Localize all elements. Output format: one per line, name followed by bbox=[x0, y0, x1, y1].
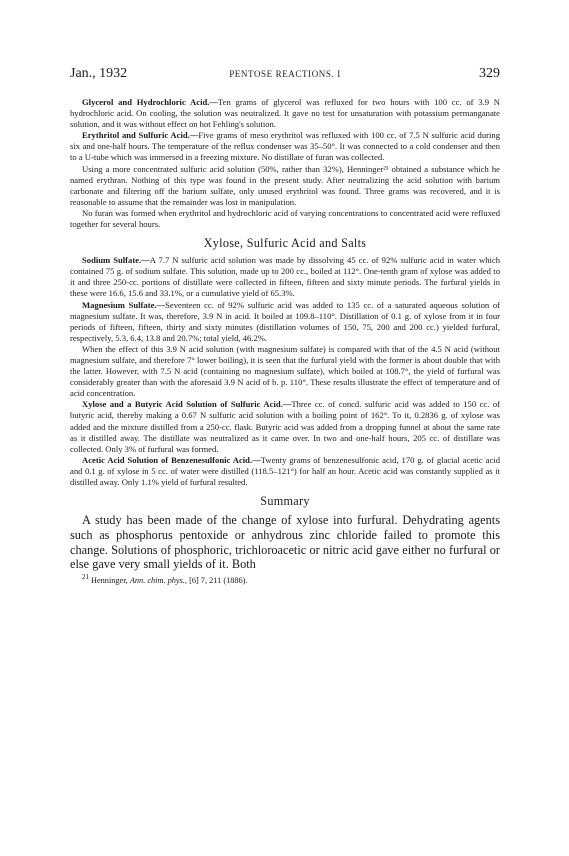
paragraph-benzenesulfonic bbox=[70, 455, 500, 488]
paragraph-erythritol bbox=[70, 130, 500, 163]
page-number: 329 bbox=[479, 66, 500, 81]
paragraph-text: No furan was formed when erythritol and hydrochloric acid of varying concentrations to concentrated acid were refluxed together for several hours. bbox=[70, 207, 500, 230]
paragraph-comparison bbox=[70, 344, 500, 399]
footnote-number: 21 bbox=[82, 573, 89, 581]
paragraph-text: Ten grams of glycerol was refluxed for two hours with 100 cc. of 3.9 N hydrochloric acid. On cooling, the solution was neutralized. It gave no test for unsaturation with potassium permanganate solution, and it was without effect on hot Fehling's solution. bbox=[70, 97, 500, 130]
paragraph-text: A 7.7 N sulfuric acid solution was made by dissolving 45 cc. of 92% sulfuric acid in water which contained 75 g. of sodium sulfate. This solution, made up to 200 cc., boiled at 112°. One-tenth gram of xylose was added to it and three 250-cc. portions of distillate were collected in fifteen, fifteen and sixty minute periods. The furfural yields in these were 16.6, 15.6 and 33.1%, or a cumulative yield of 65.3%. bbox=[70, 255, 500, 299]
summary-heading: Summary bbox=[260, 494, 310, 509]
paragraph-sodium-sulfate bbox=[70, 255, 500, 299]
paragraph-glycerol bbox=[70, 97, 500, 130]
paragraph-henninger bbox=[70, 164, 500, 208]
paragraph-butyric-acid bbox=[70, 399, 500, 454]
footnote-citation: [6] 7, 211 (1886). bbox=[189, 575, 248, 585]
page-body bbox=[70, 97, 500, 586]
paragraph-text: When the effect of this 3.9 N acid solution (with magnesium sulfate) is compared with that of the 4.5 N acid (without magnesium sulfate, and therefore 7° lower boiling), it is seen that the furfural yield with the former is about double that with the latter. However, with 7.5 N acid (containing no magnesium sulfate), which boiled at 108.7°, the yield of furfural was considerably greater than with the aforesaid 3.9 N acid of b. p. 110°. These results illustrate the effect of temperature and of acid concentration. bbox=[70, 343, 500, 399]
section-heading: Xylose, Sulfuric Acid and Salts bbox=[203, 236, 367, 251]
paragraph-text: Five grams of meso erythritol was refluxed with 100 cc. of 7.5 N sulfuric acid during six and one-half hours. The temperature of the reflux condenser was 35–50°. It was connected to a cold condenser and then to a U-tube which was immersed in a freezing mixture. No distillate of furan was collected. bbox=[70, 130, 500, 163]
footnote-author: Henninger, bbox=[90, 575, 128, 585]
header-running-title: PENTOSE REACTIONS. I bbox=[229, 69, 341, 79]
run-in-heading: Sodium Sulfate.— bbox=[82, 255, 150, 266]
run-in-heading: Erythritol and Sulfuric Acid.— bbox=[82, 130, 199, 141]
paragraph-text: Seventeen cc. of 92% sulfuric acid was added to 135 cc. of a saturated aqueous solution of magnesium sulfate. It was, therefore, 3.9 N in acid. It boiled at 109.8–110°. Distillation of 0.1 g. of xylose from it in four periods of fifteen, fifteen, thirty and sixty minutes (distillation volumes of 150, 75, 200 and 200 cc.) yielded furfural, respectively, 5.3, 6.4, 13.8 and 20.7%; total yield, 46.2%. bbox=[70, 299, 500, 343]
run-in-heading: Magnesium Sulfate.— bbox=[82, 299, 166, 310]
summary-paragraph: A study has been made of the change of xylose into furfural. Dehydrating agents such as phosphorus pentoxide or anhydrous zinc chloride failed to promote this change. Solutions of phosphoric, trichloroacetic or nitric acid gave either no furfural or else gave very small yields of it. Both bbox=[70, 513, 500, 572]
run-in-heading: Xylose and a Butyric Acid Solution of Sulfuric Acid.— bbox=[82, 399, 292, 410]
paragraph-magnesium-sulfate bbox=[70, 300, 500, 344]
running-header bbox=[70, 66, 500, 84]
run-in-heading: Acetic Acid Solution of Benzenesulfonic Acid.— bbox=[82, 454, 261, 465]
header-date: Jan., 1932 bbox=[70, 66, 128, 81]
paragraph-text: Using a more concentrated sulfuric acid solution (50%, rather than 32%), Henninger²¹ obtained a substance which he named erythran. Nothing of this type was found in the present study. After neutralizing the acid solution with barium carbonate and filtering off the barium sulfate, only unused erythritol was found. Three grams was recovered, and it is reasonable to assume that the remainder was lost in manipulation. bbox=[70, 163, 500, 207]
paragraph-text: Three cc. of concd. sulfuric acid was added to 150 cc. of butyric acid, thereby making a 0.67 N sulfuric acid solution with a boiling point of 162°. To it, 0.2836 g. of xylose was added and the mixture distilled from a 250-cc. flask. Butyric acid was added from a dropping funnel at about the same rate as it distilled away. The distillate was neutralized as it came over. In two and one-half hours, 205 cc. of distillate was collected. Only 3% of furfural was formed. bbox=[70, 399, 501, 454]
paragraph-no-furan bbox=[70, 208, 500, 230]
footnote bbox=[70, 573, 500, 586]
paragraph-text: Twenty grams of benzenesulfonic acid, 170 g. of glacial acetic acid and 0.1 g. of xylose in 5 cc. of water were distilled (118.5–121°) for half an hour. Acetic acid was constantly supplied as it distilled away. Only 1.1% yield of furfural resulted. bbox=[70, 454, 500, 487]
footnote-journal: Ann. chim. phys., bbox=[129, 575, 187, 585]
run-in-heading: Glycerol and Hydrochloric Acid.— bbox=[82, 97, 218, 107]
